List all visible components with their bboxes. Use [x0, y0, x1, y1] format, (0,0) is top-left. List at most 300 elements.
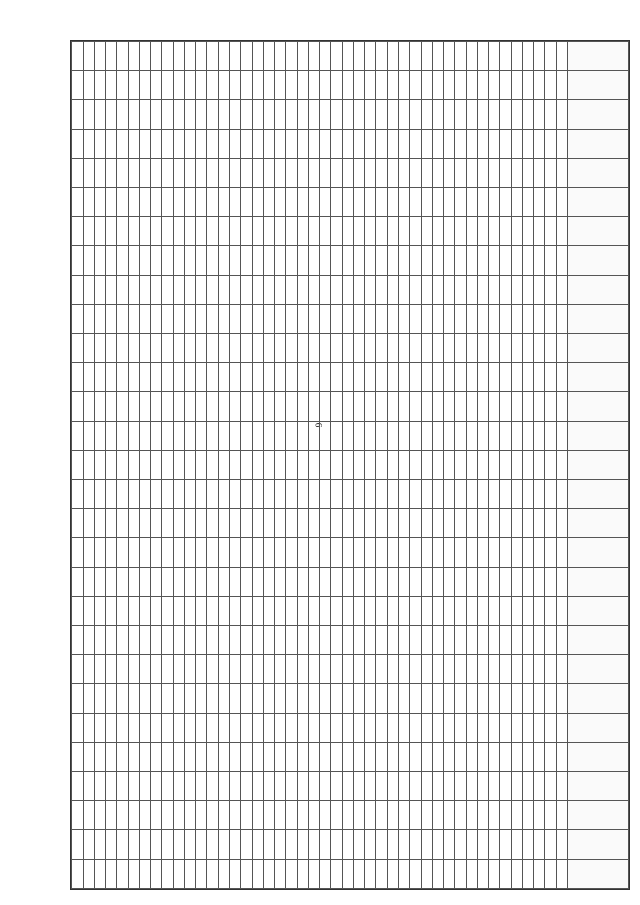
table-cell	[106, 275, 117, 304]
table-cell	[331, 71, 342, 100]
table-cell	[139, 567, 150, 596]
table-cell	[534, 71, 545, 100]
table-cell	[511, 304, 522, 333]
table-cell	[511, 626, 522, 655]
table-cell	[556, 188, 567, 217]
table-cell	[466, 801, 477, 830]
table-cell	[151, 655, 162, 684]
table-cell	[410, 129, 421, 158]
table-cell	[477, 801, 488, 830]
table-row	[173, 42, 184, 889]
table-cell	[184, 655, 195, 684]
table-cell	[432, 129, 443, 158]
column-header	[568, 801, 629, 830]
table-cell	[162, 42, 173, 71]
table-cell	[275, 626, 286, 655]
table-cell	[184, 246, 195, 275]
table-cell	[139, 655, 150, 684]
table-cell	[207, 567, 218, 596]
table-cell	[455, 538, 466, 567]
table-cell	[365, 684, 376, 713]
table-body	[72, 42, 568, 889]
table-cell	[421, 363, 432, 392]
table-cell	[410, 859, 421, 888]
table-cell	[218, 509, 229, 538]
table-cell	[545, 334, 556, 363]
table-cell	[139, 363, 150, 392]
table-cell	[489, 596, 500, 625]
table-cell	[342, 100, 353, 129]
table-cell	[399, 626, 410, 655]
table-cell	[241, 392, 252, 421]
table-cell	[545, 71, 556, 100]
table-cell	[196, 509, 207, 538]
table-cell	[252, 684, 263, 713]
table-cell	[342, 334, 353, 363]
table-cell	[207, 158, 218, 187]
table-cell	[286, 42, 297, 71]
table-cell	[545, 421, 556, 450]
table-cell	[444, 217, 455, 246]
table-cell	[376, 275, 387, 304]
table-cell	[444, 100, 455, 129]
table-cell	[196, 538, 207, 567]
table-cell	[162, 626, 173, 655]
table-cell	[353, 188, 364, 217]
table-cell	[128, 363, 139, 392]
table-row	[556, 42, 567, 889]
table-cell	[387, 859, 398, 888]
table-cell	[72, 567, 84, 596]
table-cell	[353, 421, 364, 450]
table-cell	[151, 71, 162, 100]
table-cell	[286, 158, 297, 187]
table-cell	[94, 392, 105, 421]
table-cell	[466, 626, 477, 655]
table-cell	[241, 100, 252, 129]
table-cell	[173, 713, 184, 742]
table-cell	[286, 392, 297, 421]
table-cell	[106, 392, 117, 421]
table-cell	[173, 42, 184, 71]
table-cell	[432, 304, 443, 333]
table-cell	[522, 217, 533, 246]
table-cell	[128, 830, 139, 859]
table-cell	[534, 801, 545, 830]
table-cell	[534, 655, 545, 684]
table-cell	[455, 158, 466, 187]
table-cell	[196, 392, 207, 421]
table-cell	[522, 158, 533, 187]
table-cell	[331, 509, 342, 538]
table-cell	[511, 363, 522, 392]
table-cell	[545, 304, 556, 333]
table-cell	[83, 655, 94, 684]
table-cell	[162, 392, 173, 421]
table-cell	[94, 538, 105, 567]
table-cell	[94, 684, 105, 713]
table-cell	[72, 304, 84, 333]
table-cell	[184, 713, 195, 742]
table-cell	[83, 217, 94, 246]
table-cell	[387, 830, 398, 859]
table-cell	[489, 538, 500, 567]
table-cell	[139, 772, 150, 801]
table-cell	[365, 655, 376, 684]
table-cell	[83, 509, 94, 538]
table-cell	[466, 392, 477, 421]
table-cell	[534, 421, 545, 450]
table-cell	[399, 596, 410, 625]
table-cell	[263, 801, 274, 830]
table-cell	[399, 246, 410, 275]
table-cell	[365, 801, 376, 830]
table-cell	[556, 742, 567, 771]
table-cell	[286, 538, 297, 567]
table-cell	[399, 480, 410, 509]
table-cell	[196, 801, 207, 830]
table-cell	[207, 596, 218, 625]
table-cell	[399, 655, 410, 684]
table-cell	[455, 772, 466, 801]
table-cell	[410, 509, 421, 538]
table-cell	[421, 596, 432, 625]
table-cell	[196, 304, 207, 333]
table-cell	[207, 42, 218, 71]
table-cell	[511, 158, 522, 187]
table-cell	[308, 480, 319, 509]
table-cell	[252, 275, 263, 304]
table-cell	[94, 626, 105, 655]
column-header	[568, 188, 629, 217]
table-cell	[500, 626, 511, 655]
table-cell	[241, 772, 252, 801]
table-cell	[365, 830, 376, 859]
table-row	[455, 42, 466, 889]
table-cell	[545, 246, 556, 275]
table-cell	[184, 684, 195, 713]
table-cell	[466, 655, 477, 684]
table-cell	[286, 830, 297, 859]
table-cell	[410, 421, 421, 450]
table-cell	[365, 859, 376, 888]
table-cell	[128, 713, 139, 742]
table-cell	[263, 655, 274, 684]
table-cell	[545, 275, 556, 304]
table-cell	[162, 100, 173, 129]
table-cell	[252, 217, 263, 246]
table-cell	[218, 42, 229, 71]
column-header	[568, 509, 629, 538]
table-cell	[331, 363, 342, 392]
table-cell	[207, 480, 218, 509]
table-cell	[342, 42, 353, 71]
table-row	[489, 42, 500, 889]
table-cell	[365, 742, 376, 771]
table-cell	[297, 742, 308, 771]
table-cell	[72, 246, 84, 275]
table-cell	[500, 655, 511, 684]
table-cell	[196, 246, 207, 275]
table-cell	[466, 684, 477, 713]
table-cell	[489, 509, 500, 538]
table-cell	[162, 567, 173, 596]
table-cell	[252, 509, 263, 538]
table-row	[218, 42, 229, 889]
table-cell	[455, 275, 466, 304]
table-cell	[365, 538, 376, 567]
table-cell	[207, 304, 218, 333]
table-cell	[196, 158, 207, 187]
table-cell	[151, 801, 162, 830]
table-cell	[308, 334, 319, 363]
table-cell	[184, 772, 195, 801]
table-cell	[286, 71, 297, 100]
table-cell	[263, 859, 274, 888]
table-cell	[376, 655, 387, 684]
table-cell	[545, 100, 556, 129]
table-cell	[421, 392, 432, 421]
table-cell	[444, 596, 455, 625]
table-cell	[342, 392, 353, 421]
table-cell	[331, 859, 342, 888]
table-cell	[230, 509, 241, 538]
table-cell	[342, 421, 353, 450]
table-cell	[106, 713, 117, 742]
table-cell	[218, 334, 229, 363]
table-cell	[556, 567, 567, 596]
table-cell	[139, 217, 150, 246]
table-cell	[139, 42, 150, 71]
table-cell	[522, 421, 533, 450]
table-cell	[94, 596, 105, 625]
table-cell	[511, 538, 522, 567]
table-cell	[286, 129, 297, 158]
table-row	[139, 42, 150, 889]
table-cell	[545, 158, 556, 187]
table-cell	[196, 772, 207, 801]
table-cell	[534, 596, 545, 625]
table-cell	[297, 363, 308, 392]
column-header	[568, 450, 629, 479]
table-cell	[455, 480, 466, 509]
table-cell	[455, 859, 466, 888]
table-cell	[196, 42, 207, 71]
table-cell	[83, 158, 94, 187]
table-cell	[83, 100, 94, 129]
table-cell	[353, 480, 364, 509]
table-cell	[489, 129, 500, 158]
table-cell	[207, 684, 218, 713]
table-cell	[489, 772, 500, 801]
table-cell	[218, 188, 229, 217]
table-cell	[444, 801, 455, 830]
table-cell	[444, 626, 455, 655]
table-cell	[263, 275, 274, 304]
table-cell	[410, 596, 421, 625]
table-row	[263, 42, 274, 889]
table-cell	[218, 859, 229, 888]
table-cell	[151, 567, 162, 596]
table-cell	[218, 246, 229, 275]
table-cell	[466, 772, 477, 801]
table-cell	[196, 742, 207, 771]
table-cell	[117, 158, 128, 187]
table-cell	[275, 42, 286, 71]
table-cell	[320, 275, 331, 304]
table-cell	[376, 772, 387, 801]
table-cell	[128, 450, 139, 479]
table-cell	[432, 772, 443, 801]
table-cell	[353, 71, 364, 100]
table-cell	[117, 421, 128, 450]
table-cell	[387, 158, 398, 187]
table-cell	[117, 71, 128, 100]
table-cell	[342, 626, 353, 655]
table-cell	[94, 100, 105, 129]
table-cell	[139, 450, 150, 479]
table-cell	[320, 450, 331, 479]
table-cell	[139, 421, 150, 450]
table-cell	[117, 538, 128, 567]
table-cell	[151, 480, 162, 509]
table-cell	[241, 158, 252, 187]
table-cell	[117, 859, 128, 888]
table-cell	[534, 830, 545, 859]
table-cell	[376, 538, 387, 567]
table-cell	[196, 596, 207, 625]
table-cell	[320, 567, 331, 596]
table-cell	[230, 158, 241, 187]
table-cell	[511, 830, 522, 859]
table-cell	[207, 71, 218, 100]
table-cell	[241, 830, 252, 859]
table-cell	[241, 246, 252, 275]
table-cell	[106, 217, 117, 246]
table-row	[466, 42, 477, 889]
table-cell	[421, 626, 432, 655]
table-cell	[320, 100, 331, 129]
table-cell	[218, 830, 229, 859]
table-cell	[455, 596, 466, 625]
table-cell	[173, 626, 184, 655]
table-cell	[410, 304, 421, 333]
table-cell	[252, 772, 263, 801]
table-cell	[151, 334, 162, 363]
table-cell	[263, 450, 274, 479]
table-cell	[410, 363, 421, 392]
table-cell	[534, 42, 545, 71]
table-cell	[308, 42, 319, 71]
table-cell	[72, 71, 84, 100]
table-cell	[173, 100, 184, 129]
table-cell	[218, 129, 229, 158]
table-cell	[489, 480, 500, 509]
table-cell	[94, 129, 105, 158]
table-cell	[286, 188, 297, 217]
table-cell	[477, 450, 488, 479]
table-cell	[297, 596, 308, 625]
table-cell	[218, 742, 229, 771]
table-cell	[275, 246, 286, 275]
table-cell	[466, 334, 477, 363]
table-cell	[421, 480, 432, 509]
table-cell	[545, 801, 556, 830]
table-cell	[252, 363, 263, 392]
column-header	[568, 567, 629, 596]
table-cell	[151, 742, 162, 771]
table-cell	[353, 304, 364, 333]
table-cell	[432, 275, 443, 304]
table-cell	[151, 772, 162, 801]
table-row	[399, 42, 410, 889]
table-cell	[297, 567, 308, 596]
table-cell	[353, 42, 364, 71]
table-cell	[489, 684, 500, 713]
table-cell	[320, 859, 331, 888]
column-header	[568, 158, 629, 187]
table-cell	[376, 596, 387, 625]
table-cell	[128, 100, 139, 129]
table-cell	[342, 246, 353, 275]
table-cell	[117, 655, 128, 684]
table-row	[387, 42, 398, 889]
table-cell	[376, 859, 387, 888]
table-cell	[534, 100, 545, 129]
table-cell	[94, 509, 105, 538]
table-cell	[252, 421, 263, 450]
table-cell	[151, 509, 162, 538]
table-cell	[94, 188, 105, 217]
table-cell	[477, 100, 488, 129]
table-cell	[196, 480, 207, 509]
table-cell	[444, 421, 455, 450]
table-cell	[207, 100, 218, 129]
table-cell	[545, 217, 556, 246]
table-cell	[241, 538, 252, 567]
table-cell	[511, 684, 522, 713]
table-cell	[342, 567, 353, 596]
table-cell	[241, 71, 252, 100]
column-header	[568, 363, 629, 392]
table-cell	[151, 859, 162, 888]
table-cell	[477, 567, 488, 596]
table-cell	[489, 421, 500, 450]
table-cell	[173, 188, 184, 217]
table-cell	[466, 42, 477, 71]
table-cell	[230, 538, 241, 567]
table-cell	[151, 129, 162, 158]
table-cell	[399, 304, 410, 333]
table-cell	[308, 421, 319, 450]
table-cell	[432, 71, 443, 100]
table-cell	[263, 421, 274, 450]
table-cell	[376, 567, 387, 596]
table-cell	[500, 129, 511, 158]
table-cell	[286, 772, 297, 801]
table-cell	[376, 421, 387, 450]
table-cell	[432, 158, 443, 187]
table-cell	[320, 217, 331, 246]
table-cell	[342, 217, 353, 246]
table-cell	[263, 392, 274, 421]
table-cell	[263, 217, 274, 246]
table-cell	[72, 334, 84, 363]
table-cell	[556, 71, 567, 100]
table-cell	[556, 626, 567, 655]
table-cell	[387, 42, 398, 71]
table-cell	[297, 71, 308, 100]
